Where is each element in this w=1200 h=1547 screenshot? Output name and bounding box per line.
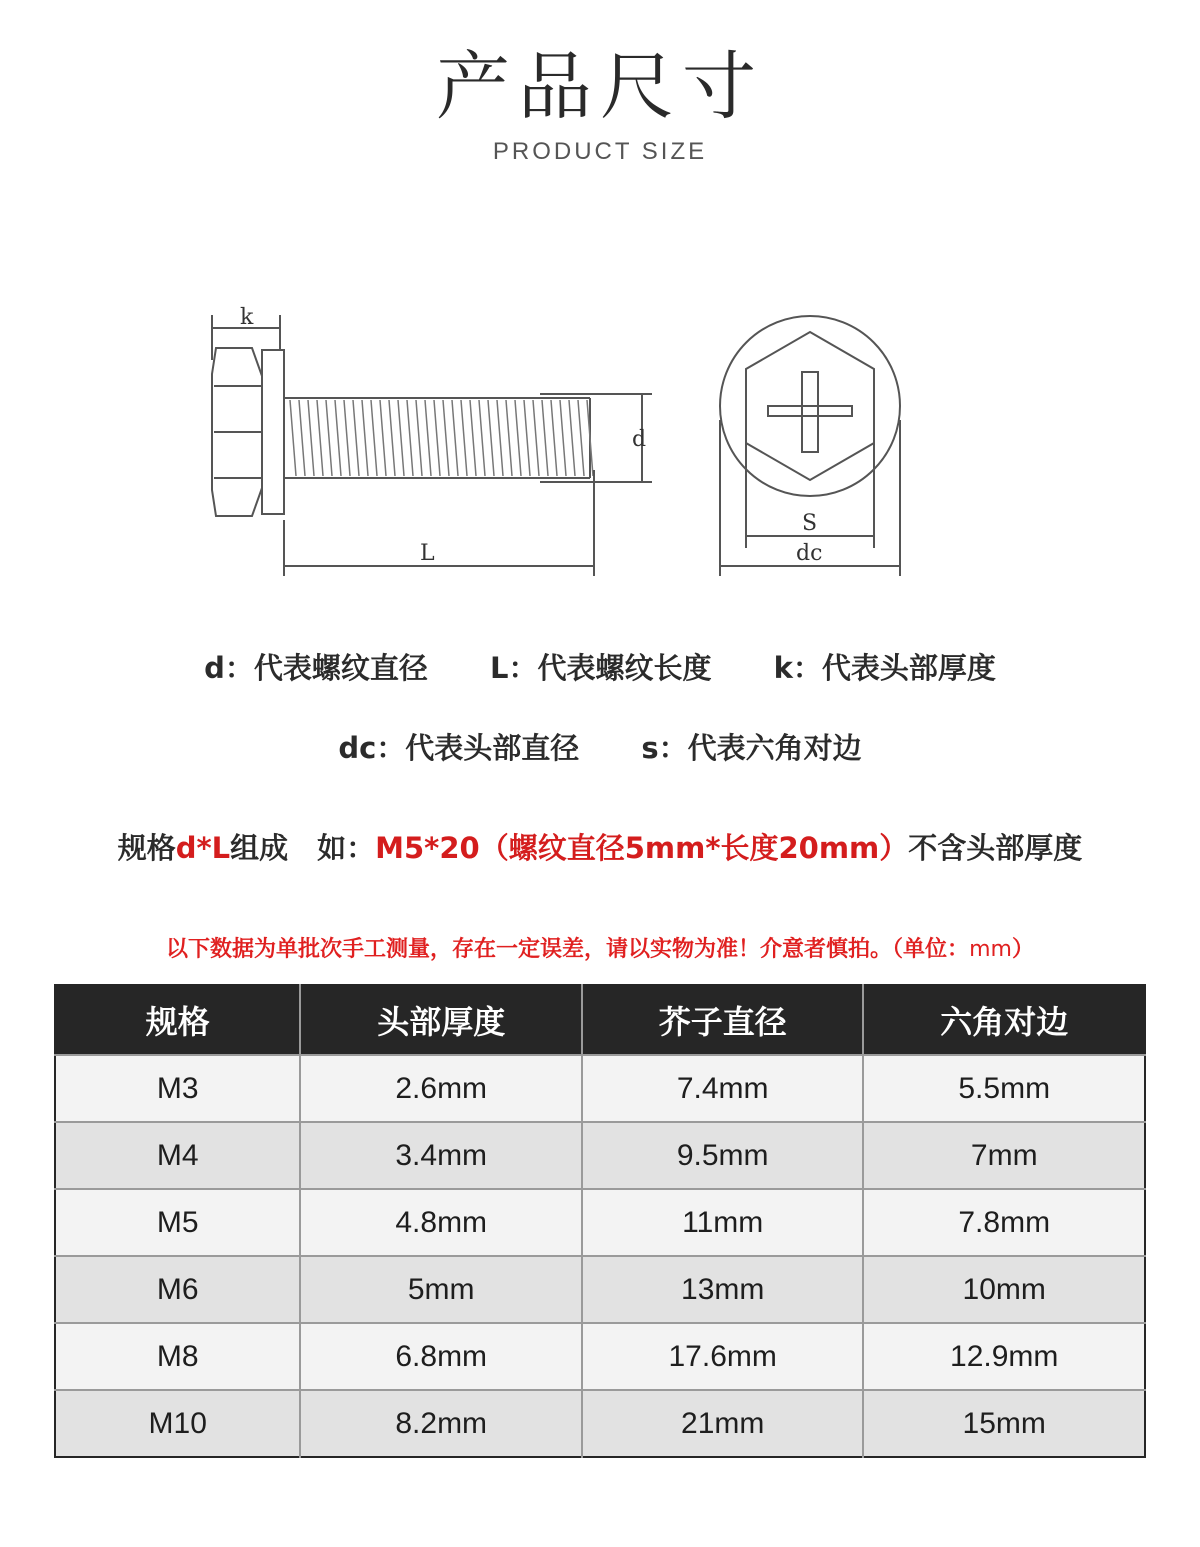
thread-line [326, 400, 332, 476]
table-row [55, 1189, 1145, 1256]
thread-line [470, 400, 476, 476]
spec-prefix: 规格 [117, 831, 176, 865]
thread-line [389, 400, 395, 476]
cell-head-thickness: 3.4mm [300, 1122, 581, 1189]
thread-line [542, 400, 548, 476]
thread-line [308, 400, 314, 476]
thread-lines [290, 400, 593, 476]
thread-line [398, 400, 404, 476]
thread-line [362, 400, 368, 476]
spec-tail: 不含头部厚度 [908, 831, 1083, 865]
header-hex-across-flats: 六角对边 [863, 985, 1145, 1055]
thread-line [317, 400, 323, 476]
thread-line [560, 400, 566, 476]
table-row [55, 1122, 1145, 1189]
cross-horizontal [768, 406, 852, 416]
thread-line [380, 400, 386, 476]
thread-line [551, 400, 557, 476]
cell-hex-across-flats: 7mm [863, 1122, 1145, 1189]
cell-head-diameter: 21mm [582, 1390, 864, 1457]
cell-spec: M5 [55, 1189, 300, 1256]
cell-hex-across-flats: 15mm [863, 1390, 1145, 1457]
table-row [55, 1390, 1145, 1457]
thread-line [452, 400, 458, 476]
table-row [55, 1323, 1145, 1390]
cell-head-diameter: 17.6mm [582, 1323, 864, 1390]
thread-line [524, 400, 530, 476]
cell-hex-across-flats: 10mm [863, 1256, 1145, 1323]
cell-head-thickness: 2.6mm [300, 1055, 581, 1122]
thread-line [479, 400, 485, 476]
measurement-note [0, 932, 1200, 963]
label-L: L [420, 541, 435, 566]
cell-spec: M3 [55, 1055, 300, 1122]
label-s: S [802, 511, 818, 536]
thread-line [335, 400, 341, 476]
thread-line [506, 400, 512, 476]
cell-head-diameter: 9.5mm [582, 1122, 864, 1189]
note-unit: mm [969, 937, 1012, 962]
label-dc: dc [796, 541, 823, 566]
legend-row-1 [0, 646, 1200, 687]
thread-line [344, 400, 350, 476]
cell-head-thickness: 5mm [300, 1256, 581, 1323]
cell-head-thickness: 4.8mm [300, 1189, 581, 1256]
cell-spec: M8 [55, 1323, 300, 1390]
legend-L: L：代表螺纹长度 [489, 651, 712, 685]
spec-suffix: 组成 如： [230, 831, 376, 865]
label-d: d [632, 427, 647, 452]
legend-d: d：代表螺纹直径 [204, 651, 428, 685]
page-subtitle: PRODUCT SIZE [492, 138, 708, 165]
cell-head-thickness: 6.8mm [300, 1323, 581, 1390]
legend-dc: dc：代表头部直径 [338, 731, 580, 765]
cell-spec: M6 [55, 1256, 300, 1323]
thread-line [407, 400, 413, 476]
cross-vertical [802, 372, 818, 452]
thread-line [434, 400, 440, 476]
thread-line [443, 400, 449, 476]
cell-spec: M4 [55, 1122, 300, 1189]
label-k: k [240, 305, 254, 330]
thread-line [515, 400, 521, 476]
table-row [55, 1256, 1145, 1323]
flange [262, 350, 284, 514]
table-row [55, 1055, 1145, 1122]
thread-line [488, 400, 494, 476]
thread-line [569, 400, 575, 476]
thread-line [533, 400, 539, 476]
bolt-dimension-diagram [190, 280, 1150, 600]
header-head-diameter: 芥子直径 [582, 985, 864, 1055]
thread-line [416, 400, 422, 476]
note-text: 以下数据为单批次手工测量，存在一定误差，请以实物为准！介意者慎拍。（单位： [166, 937, 970, 962]
thread-line [497, 400, 503, 476]
legend-row-2 [0, 726, 1200, 767]
cell-head-diameter: 11mm [582, 1189, 864, 1256]
page-title: 产品尺寸 [436, 44, 764, 130]
cell-hex-across-flats: 12.9mm [863, 1323, 1145, 1390]
size-table [54, 984, 1146, 1458]
cell-head-thickness: 8.2mm [300, 1390, 581, 1457]
thread-line [371, 400, 377, 476]
note-close: ） [1011, 937, 1034, 962]
header-spec: 规格 [55, 985, 300, 1055]
cell-spec: M10 [55, 1390, 300, 1457]
thread-line [353, 400, 359, 476]
spec-formula: d*L [175, 831, 231, 865]
thread-line [425, 400, 431, 476]
thread-line [299, 400, 305, 476]
header-head-thickness: 头部厚度 [300, 985, 581, 1055]
thread-line [578, 400, 584, 476]
cell-head-diameter: 7.4mm [582, 1055, 864, 1122]
spec-explanation [0, 826, 1200, 867]
legend-k: k：代表头部厚度 [773, 651, 996, 685]
cell-hex-across-flats: 7.8mm [863, 1189, 1145, 1256]
thread-line [290, 400, 296, 476]
table-header-row [55, 985, 1145, 1055]
cell-head-diameter: 13mm [582, 1256, 864, 1323]
spec-example: M5*20（螺纹直径5mm*长度20mm） [375, 831, 909, 865]
thread-line [461, 400, 467, 476]
legend-s: s：代表六角对边 [641, 731, 862, 765]
cell-hex-across-flats: 5.5mm [863, 1055, 1145, 1122]
